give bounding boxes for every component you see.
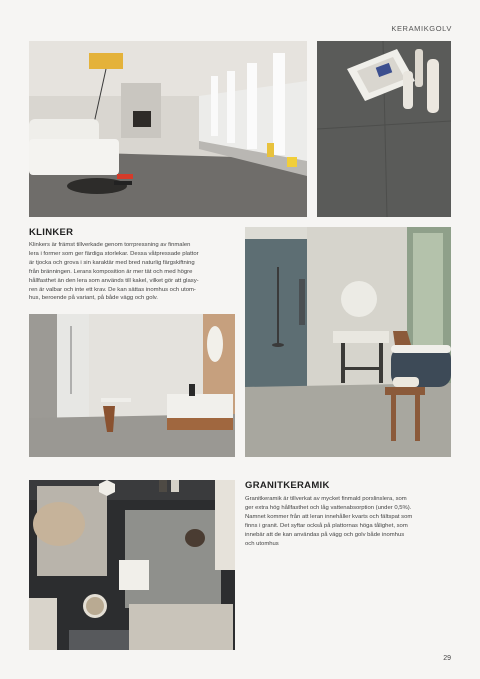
- tile-vases-photo: [317, 41, 451, 217]
- text-line: ren är valbar och inte ett krav. De kan sättas inomhus och utom-: [29, 286, 196, 293]
- text-line: och utomhus: [245, 540, 279, 547]
- klinker-body: [29, 241, 239, 303]
- text-line: finns i granit. Det syftar också på plattornas höga tålighet, som: [245, 522, 408, 529]
- text-line: är tjocka och grova i sin karaktär med bred naturlig färgskiftning: [29, 259, 195, 266]
- granitkeramik-heading: GRANITKERAMIK: [245, 480, 330, 491]
- page-number: 29: [443, 655, 451, 662]
- living-room-photo: [29, 41, 307, 217]
- bathroom-tub-photo: [245, 227, 451, 457]
- text-line: hållfasthet än den lera som används till kakel, vilket gör att glasy-: [29, 277, 199, 284]
- text-line: hus, beroende på variant, på både vägg och golv.: [29, 295, 158, 302]
- granitkeramik-body: [245, 495, 455, 548]
- klinker-heading: KLINKER: [29, 227, 74, 238]
- text-line: Namnet kommer från att leran innehåller kvarts och fältspat som: [245, 513, 413, 520]
- shower-bathroom-photo: [29, 314, 235, 457]
- text-line: innebär att de kan användas på vägg och golv både inomhus: [245, 531, 405, 538]
- section-label: KERAMIKGOLV: [391, 24, 452, 33]
- text-line: lera i former som ger färdiga storlekar. Dessa våtpressade plattor: [29, 250, 199, 257]
- text-line: ger extra hög hållfasthet och låg vattenabsorption (under 0,5%).: [245, 504, 412, 511]
- text-line: Klinkers är främst tillverkade genom torrpressning av finmalen: [29, 242, 191, 248]
- text-line: från bränningen. Lerans komposition är mer tät och med högre: [29, 268, 193, 275]
- text-line: Granitkeramik är tillverkat av mycket finmald porslinslera, som: [245, 496, 407, 502]
- material-samples-photo: [29, 480, 235, 650]
